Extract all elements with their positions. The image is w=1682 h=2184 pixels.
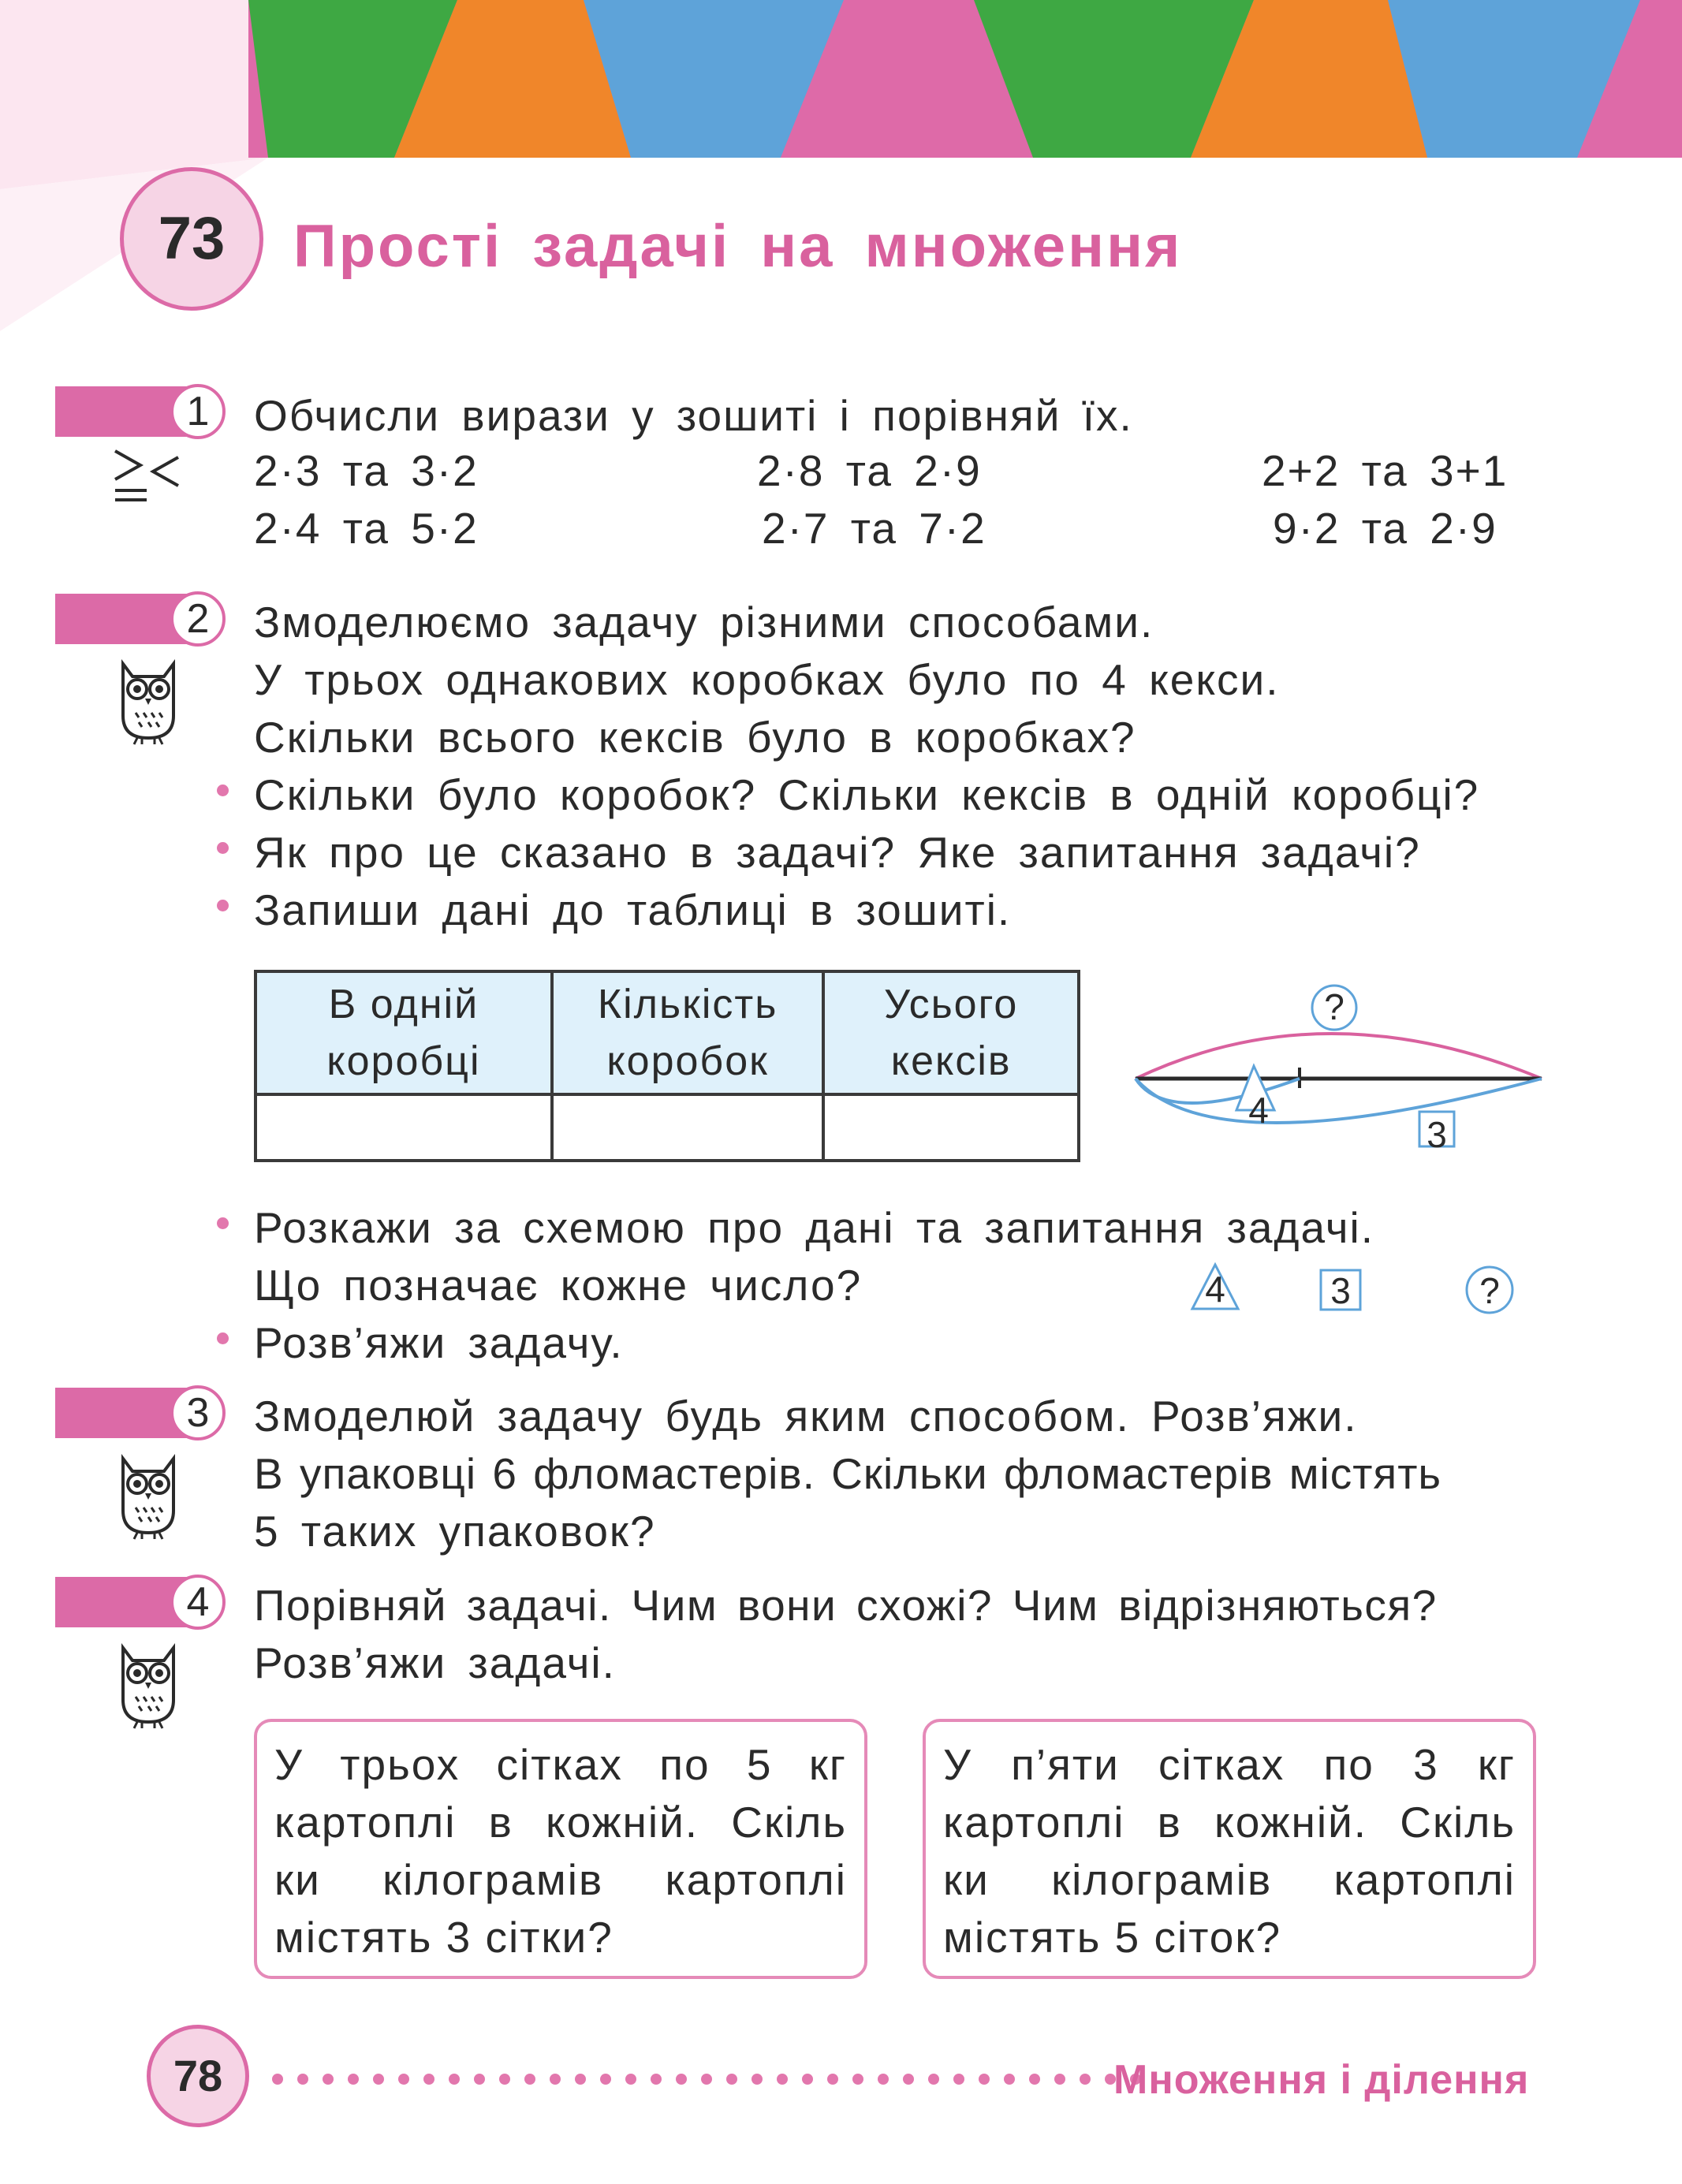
exercise-4-line-1: Порівняй задачі. Чим вони схожі? Чим відрізняються? xyxy=(254,1581,1438,1630)
page-title: Прості задачі на множення xyxy=(293,213,1183,280)
exercise-2-line-4: Що позначає кожне число? xyxy=(254,1261,863,1310)
bullet xyxy=(217,1217,229,1229)
expression-r2c1: 2·4 та 5·2 xyxy=(254,504,479,553)
exercise-2-bullet-4: Розкажи за схемою про дані та запитання задачі. xyxy=(254,1203,1375,1252)
exercise-2-line-2: У трьох однакових коробках було по 4 кекси. xyxy=(254,655,1280,704)
bullet xyxy=(217,785,229,796)
page-number-badge xyxy=(147,2025,249,2127)
table-header-cell xyxy=(552,971,824,1094)
task-card-a: У трьох сітках по 5 кг картоплі в кожній. Скіль ки кілограмів картоплі містять 3 сітки? xyxy=(254,1719,867,1979)
footer-dots xyxy=(272,2074,1141,2085)
owl-icon xyxy=(109,653,188,747)
exercise-2-number: 2 xyxy=(170,591,226,647)
data-table xyxy=(254,970,1080,1162)
exercise-2-line-1: Змоделюємо задачу різними способами. xyxy=(254,598,1154,647)
exercise-2-bullet-2: Як про це сказано в задачі? Яке запитання задачі? xyxy=(254,828,1421,877)
exercise-3-number: 3 xyxy=(170,1385,226,1440)
bullet xyxy=(217,1332,229,1344)
lesson-number: 73 xyxy=(158,205,226,272)
exercise-2-line-3: Скільки всього кексів було в коробках? xyxy=(254,713,1136,762)
owl-icon xyxy=(109,1448,188,1542)
header-in-one-box: В одній коробці xyxy=(326,982,481,1084)
triangle-symbol-label: 4 xyxy=(1205,1269,1225,1310)
page-number: 78 xyxy=(173,2051,223,2100)
exercise-4-line-2: Розв’яжи задачі. xyxy=(254,1638,616,1687)
exercise-4-number: 4 xyxy=(170,1575,226,1630)
table-cell-empty xyxy=(255,1094,552,1161)
exercise-2-bullet-3: Запиши дані до таблиці в зошиті. xyxy=(254,885,1012,934)
expression-r2c2: 2·7 та 7·2 xyxy=(762,504,986,553)
exercise-1-instruction: Обчисли вирази у зошиті і порівняй їх. xyxy=(254,391,1133,440)
exercise-3-line-1: Змоделюй задачу будь яким способом. Розв’яжи. xyxy=(254,1392,1358,1440)
expression-r1c2: 2·8 та 2·9 xyxy=(757,446,982,495)
circle-symbol-label: ? xyxy=(1479,1270,1500,1311)
exercise-3-line-2: В упаковці 6 фломастерів. Скільки фломастерів містять xyxy=(254,1449,1442,1498)
section-title: Множення і ділення xyxy=(1113,2057,1530,2103)
expression-r1c1: 2·3 та 3·2 xyxy=(254,446,479,495)
scheme-question-label: ? xyxy=(1324,986,1344,1027)
square-symbol-label: 3 xyxy=(1330,1270,1351,1311)
exercise-2-bullet-1: Скільки було коробок? Скільки кексів в одній коробці? xyxy=(254,770,1480,819)
scheme-square-label: 3 xyxy=(1427,1114,1447,1155)
table-cell-empty xyxy=(552,1094,824,1161)
bullet xyxy=(217,842,229,854)
exercise-1-number: 1 xyxy=(170,384,226,439)
expression-r2c3: 9·2 та 2·9 xyxy=(1273,504,1497,553)
scheme-triangle-label: 4 xyxy=(1248,1090,1269,1131)
table-row xyxy=(255,1094,1079,1161)
header-total: Усього кексів xyxy=(884,982,1019,1084)
table-header-cell xyxy=(255,971,552,1094)
table-header-cell xyxy=(823,971,1079,1094)
header-box-count: Кількість коробок xyxy=(597,982,778,1084)
table-cell-empty xyxy=(823,1094,1079,1161)
compare-symbol-icon xyxy=(109,446,188,509)
expression-r1c3: 2+2 та 3+1 xyxy=(1262,446,1509,495)
exercise-3-line-3: 5 таких упаковок? xyxy=(254,1507,656,1556)
bullet xyxy=(217,900,229,911)
task-card-b: У п’яти сітках по 3 кг картоплі в кожній. Скіль ки кілограмів картоплі містять 5 сіток? xyxy=(923,1719,1536,1979)
lesson-number-badge xyxy=(120,167,263,311)
table-header-row xyxy=(255,971,1079,1094)
owl-icon xyxy=(109,1637,188,1731)
exercise-2-bullet-5: Розв’яжи задачу. xyxy=(254,1318,624,1367)
